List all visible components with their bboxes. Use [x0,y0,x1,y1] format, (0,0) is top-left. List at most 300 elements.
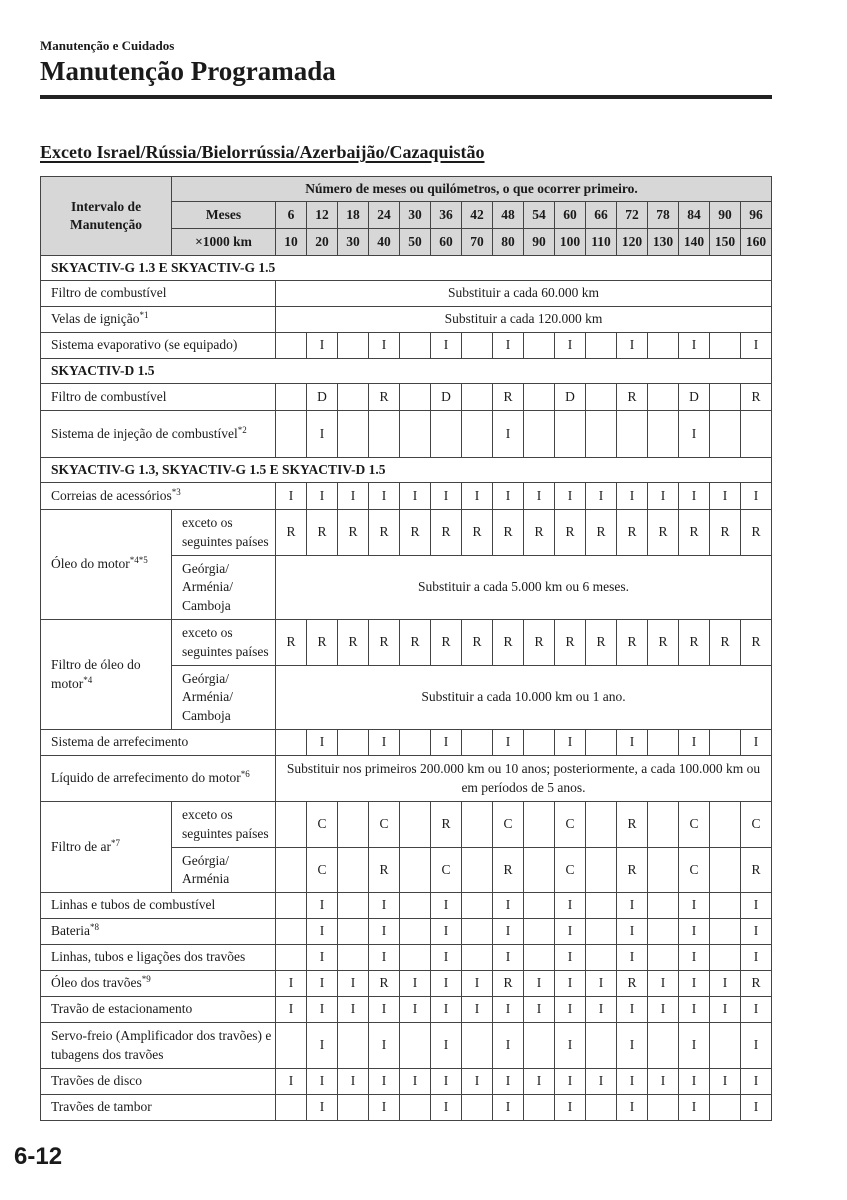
schedule-cell: I [679,893,710,919]
schedule-cell: R [400,510,431,556]
table-row [41,333,772,359]
schedule-cell [338,1023,369,1069]
schedule-cell [338,411,369,458]
schedule-cell [710,802,741,848]
schedule-cell: I [493,919,524,945]
region-label: exceto os seguintes países [172,620,276,666]
schedule-cell [338,919,369,945]
schedule-cell: R [617,971,648,997]
schedule-cell: I [369,997,400,1023]
schedule-cell: I [648,997,679,1023]
schedule-cell: R [617,384,648,411]
schedule-cell [586,919,617,945]
schedule-cell: I [648,1069,679,1095]
schedule-cell [276,730,307,756]
schedule-cell [338,802,369,848]
schedule-cell: I [679,971,710,997]
schedule-cell: R [741,510,772,556]
schedule-cell: R [307,510,338,556]
schedule-cell [710,848,741,893]
table-row [41,281,772,307]
month-header: 84 [679,202,710,229]
schedule-cell [524,384,555,411]
schedule-cell: C [741,802,772,848]
schedule-note: Substituir a cada 5.000 km ou 6 meses. [276,556,772,620]
schedule-cell: C [307,802,338,848]
schedule-cell: I [524,1069,555,1095]
schedule-cell: I [586,483,617,510]
schedule-cell: I [369,1069,400,1095]
month-header: 42 [462,202,493,229]
schedule-cell [617,411,648,458]
schedule-cell [648,1095,679,1121]
km-header: 80 [493,229,524,256]
schedule-cell [462,730,493,756]
footnote-ref: *7 [111,837,120,848]
schedule-cell [524,1095,555,1121]
schedule-cell [462,1023,493,1069]
schedule-cell: I [462,971,493,997]
header-divider [40,95,772,99]
schedule-cell: I [617,945,648,971]
schedule-cell [276,919,307,945]
schedule-cell [648,411,679,458]
schedule-cell: R [555,510,586,556]
month-header: 12 [307,202,338,229]
schedule-cell: I [307,730,338,756]
schedule-cell [462,919,493,945]
month-header: 66 [586,202,617,229]
schedule-cell: I [741,997,772,1023]
schedule-cell: I [431,971,462,997]
schedule-cell [648,848,679,893]
km-header: 30 [338,229,369,256]
schedule-cell: I [307,1023,338,1069]
schedule-cell: I [431,333,462,359]
schedule-cell: I [493,945,524,971]
chapter-title: Manutenção e Cuidados [40,38,175,53]
schedule-cell: I [431,483,462,510]
schedule-cell [524,945,555,971]
schedule-cell: I [679,1069,710,1095]
engine-section-header: SKYACTIV-G 1.3 E SKYACTIV-G 1.5 [41,256,772,281]
month-header: 48 [493,202,524,229]
schedule-cell [586,848,617,893]
schedule-cell: C [679,848,710,893]
schedule-cell: R [431,510,462,556]
schedule-cell [648,384,679,411]
schedule-cell: I [741,893,772,919]
schedule-cell [586,1095,617,1121]
table-row [41,945,772,971]
schedule-cell [555,411,586,458]
schedule-cell [400,1095,431,1121]
schedule-cell: C [555,848,586,893]
schedule-cell [462,384,493,411]
schedule-cell [338,945,369,971]
schedule-cell [586,411,617,458]
schedule-cell: D [431,384,462,411]
schedule-cell [710,945,741,971]
schedule-cell: I [400,997,431,1023]
schedule-cell: R [400,620,431,666]
table-row [41,384,772,411]
schedule-cell: I [710,971,741,997]
km-header: 40 [369,229,400,256]
schedule-cell: I [338,971,369,997]
month-header: 72 [617,202,648,229]
schedule-cell: I [338,483,369,510]
schedule-note: Substituir nos primeiros 200.000 km ou 10 anos; posteriormente, a cada 100.000 km ou em períodos de 5 anos. [276,756,772,802]
schedule-cell: I [400,971,431,997]
schedule-cell: R [369,510,400,556]
schedule-cell [586,1023,617,1069]
schedule-cell [648,802,679,848]
region-label: Geórgia/ Arménia/ Camboja [172,556,276,620]
table-row [41,756,772,802]
schedule-cell: I [555,1023,586,1069]
schedule-cell: I [617,483,648,510]
schedule-cell: R [338,510,369,556]
schedule-cell [586,333,617,359]
schedule-cell: I [369,1095,400,1121]
region-label: Geórgia/ Arménia/ Camboja [172,666,276,730]
schedule-cell: I [307,483,338,510]
schedule-cell: R [741,971,772,997]
schedule-cell: I [679,411,710,458]
schedule-cell [524,848,555,893]
schedule-cell [276,802,307,848]
footnote-ref: *4 [83,674,93,685]
schedule-cell [648,945,679,971]
schedule-cell: I [524,971,555,997]
schedule-cell: R [493,971,524,997]
schedule-cell [462,848,493,893]
schedule-cell [710,384,741,411]
schedule-cell [400,1023,431,1069]
schedule-cell: I [524,997,555,1023]
schedule-cell: I [462,1069,493,1095]
interval-header: Intervalo de Manutenção [41,177,172,256]
item-label: Velas de ignição$^{*1}$ [41,307,276,333]
schedule-cell: I [679,730,710,756]
schedule-cell: I [617,1095,648,1121]
item-label: Sistema de arrefecimento [41,730,276,756]
schedule-cell [648,893,679,919]
schedule-cell: I [741,1095,772,1121]
schedule-cell: I [493,1095,524,1121]
schedule-cell: I [493,411,524,458]
engine-section-header: SKYACTIV-D 1.5 [41,359,772,384]
month-header: 30 [400,202,431,229]
item-label: Filtro de combustível [41,281,276,307]
schedule-cell: R [276,620,307,666]
schedule-cell: R [369,971,400,997]
schedule-cell [276,384,307,411]
km-header: 150 [710,229,741,256]
schedule-cell [400,384,431,411]
schedule-cell: I [493,1023,524,1069]
schedule-cell: I [679,483,710,510]
schedule-cell: I [555,483,586,510]
month-header: 36 [431,202,462,229]
schedule-cell [338,893,369,919]
month-header: 6 [276,202,307,229]
schedule-cell [648,919,679,945]
schedule-cell [338,848,369,893]
schedule-cell: I [741,333,772,359]
schedule-cell: R [648,620,679,666]
schedule-cell: I [679,945,710,971]
schedule-cell: I [369,919,400,945]
schedule-cell: I [431,1095,462,1121]
schedule-cell: I [741,1069,772,1095]
schedule-cell: I [276,997,307,1023]
schedule-cell: R [493,510,524,556]
item-label: Óleo dos travões$^{*9}$ [41,971,276,997]
schedule-cell: I [369,730,400,756]
schedule-cell: R [276,510,307,556]
schedule-cell [338,333,369,359]
schedule-cell [338,384,369,411]
schedule-cell: I [679,333,710,359]
month-header: 54 [524,202,555,229]
schedule-cell: D [555,384,586,411]
interval-note: Número de meses ou quilómetros, o que ocorrer primeiro. [172,177,772,202]
schedule-cell: I [431,945,462,971]
km-label: ×1000 km [172,229,276,256]
section-title: Exceto Israel/Rússia/Bielorrússia/Azerbaijão/Cazaquistão [40,142,485,162]
schedule-cell [338,1095,369,1121]
schedule-cell: I [400,483,431,510]
schedule-cell [276,411,307,458]
schedule-cell: I [276,971,307,997]
km-header: 160 [741,229,772,256]
region-label: exceto os seguintes países [172,802,276,848]
schedule-cell [462,893,493,919]
schedule-cell: I [617,1069,648,1095]
schedule-cell: I [493,997,524,1023]
schedule-cell [586,945,617,971]
engine-section-header: SKYACTIV-G 1.3, SKYACTIV-G 1.5 E SKYACTIV-D 1.5 [41,458,772,483]
schedule-cell [276,945,307,971]
schedule-cell: R [493,620,524,666]
schedule-cell: I [493,893,524,919]
schedule-cell: I [493,333,524,359]
km-header: 110 [586,229,617,256]
item-label: Travões de disco [41,1069,276,1095]
schedule-cell: I [307,945,338,971]
schedule-cell: I [555,333,586,359]
schedule-cell [524,919,555,945]
item-label: Bateria$^{*8}$ [41,919,276,945]
schedule-cell: I [741,1023,772,1069]
schedule-cell: I [617,333,648,359]
km-header: 140 [679,229,710,256]
table-row [41,997,772,1023]
schedule-cell: I [586,971,617,997]
schedule-cell: I [276,1069,307,1095]
schedule-cell: I [741,919,772,945]
schedule-cell: I [555,893,586,919]
schedule-cell: I [710,1069,741,1095]
schedule-cell: R [679,620,710,666]
schedule-cell: I [586,1069,617,1095]
schedule-cell [400,945,431,971]
schedule-cell [338,730,369,756]
schedule-cell: I [369,333,400,359]
km-header: 10 [276,229,307,256]
schedule-cell: I [431,919,462,945]
schedule-cell: I [307,919,338,945]
item-group-label: Filtro de óleo do motor$^{*4}$ [41,620,172,730]
schedule-cell: R [493,848,524,893]
month-header: 78 [648,202,679,229]
month-header: 60 [555,202,586,229]
schedule-cell: R [741,848,772,893]
item-label: Filtro de combustível [41,384,276,411]
schedule-cell: R [338,620,369,666]
schedule-cell [276,1095,307,1121]
schedule-cell: R [710,510,741,556]
km-header: 20 [307,229,338,256]
km-header: 90 [524,229,555,256]
schedule-cell: I [338,1069,369,1095]
schedule-cell: R [555,620,586,666]
item-label: Sistema de injeção de combustível$^{*2}$ [41,411,276,458]
schedule-cell: R [586,510,617,556]
schedule-cell: I [617,919,648,945]
schedule-cell: R [741,384,772,411]
schedule-cell: I [679,997,710,1023]
schedule-note: Substituir a cada 120.000 km [276,307,772,333]
footnote-ref: *8 [89,922,99,933]
table-row [41,1023,772,1069]
schedule-cell: I [431,893,462,919]
item-group-label: Filtro de $ar^{*7}$ [41,802,172,893]
schedule-cell [710,1023,741,1069]
schedule-cell: I [617,1023,648,1069]
table-row [41,971,772,997]
schedule-cell [710,333,741,359]
page-title: Manutenção Programada [40,56,336,86]
schedule-cell: I [307,411,338,458]
item-label: Sistema evaporativo (se equipado) [41,333,276,359]
schedule-cell: R [617,510,648,556]
schedule-cell: R [369,848,400,893]
schedule-cell [524,730,555,756]
schedule-cell: I [741,483,772,510]
schedule-cell: I [555,730,586,756]
month-header: 90 [710,202,741,229]
item-label: Linhas e tubos de combustível [41,893,276,919]
schedule-cell [710,1095,741,1121]
footnote-ref: *2 [237,424,247,435]
table-row [41,307,772,333]
schedule-cell: D [679,384,710,411]
schedule-cell [462,411,493,458]
schedule-cell: C [493,802,524,848]
schedule-cell: I [555,997,586,1023]
schedule-cell: I [648,971,679,997]
schedule-cell: I [493,483,524,510]
month-header: 24 [369,202,400,229]
schedule-cell [586,730,617,756]
schedule-cell: R [617,848,648,893]
schedule-cell [586,384,617,411]
schedule-cell: R [493,384,524,411]
schedule-cell: I [741,730,772,756]
schedule-cell [462,1095,493,1121]
region-label: exceto os seguintes países [172,510,276,556]
schedule-cell [710,411,741,458]
schedule-cell: I [276,483,307,510]
schedule-cell [276,1023,307,1069]
schedule-cell: R [431,620,462,666]
schedule-cell: C [431,848,462,893]
schedule-cell: I [431,730,462,756]
table-row [41,483,772,510]
schedule-cell [524,802,555,848]
schedule-cell: R [741,620,772,666]
months-label: Meses [172,202,276,229]
schedule-cell [276,848,307,893]
region-label: Geórgia/ Arménia [172,848,276,893]
table-row [41,411,772,458]
schedule-cell: I [307,1095,338,1121]
schedule-cell [400,848,431,893]
schedule-cell: C [555,802,586,848]
schedule-cell [524,333,555,359]
schedule-cell: I [493,730,524,756]
schedule-cell [400,411,431,458]
table-row [41,620,772,666]
table-row [41,1095,772,1121]
schedule-cell: R [307,620,338,666]
schedule-cell [524,411,555,458]
schedule-cell: C [679,802,710,848]
schedule-cell: I [307,893,338,919]
schedule-cell: I [679,919,710,945]
schedule-cell: I [679,1095,710,1121]
schedule-cell [648,1023,679,1069]
schedule-cell: I [617,997,648,1023]
schedule-cell: C [369,802,400,848]
schedule-cell [400,893,431,919]
month-header: 96 [741,202,772,229]
schedule-cell [741,411,772,458]
schedule-cell: D [307,384,338,411]
schedule-cell: I [586,997,617,1023]
schedule-cell [400,919,431,945]
schedule-cell: I [555,1069,586,1095]
schedule-cell [586,802,617,848]
schedule-cell: R [710,620,741,666]
schedule-cell: I [431,997,462,1023]
km-header: 60 [431,229,462,256]
schedule-cell [400,730,431,756]
schedule-cell: I [462,997,493,1023]
schedule-cell: I [710,483,741,510]
schedule-cell [369,411,400,458]
schedule-cell: I [617,893,648,919]
schedule-cell [710,919,741,945]
schedule-cell: R [462,620,493,666]
schedule-cell: I [400,1069,431,1095]
km-header: 50 [400,229,431,256]
table-row [41,1069,772,1095]
schedule-cell: I [369,483,400,510]
